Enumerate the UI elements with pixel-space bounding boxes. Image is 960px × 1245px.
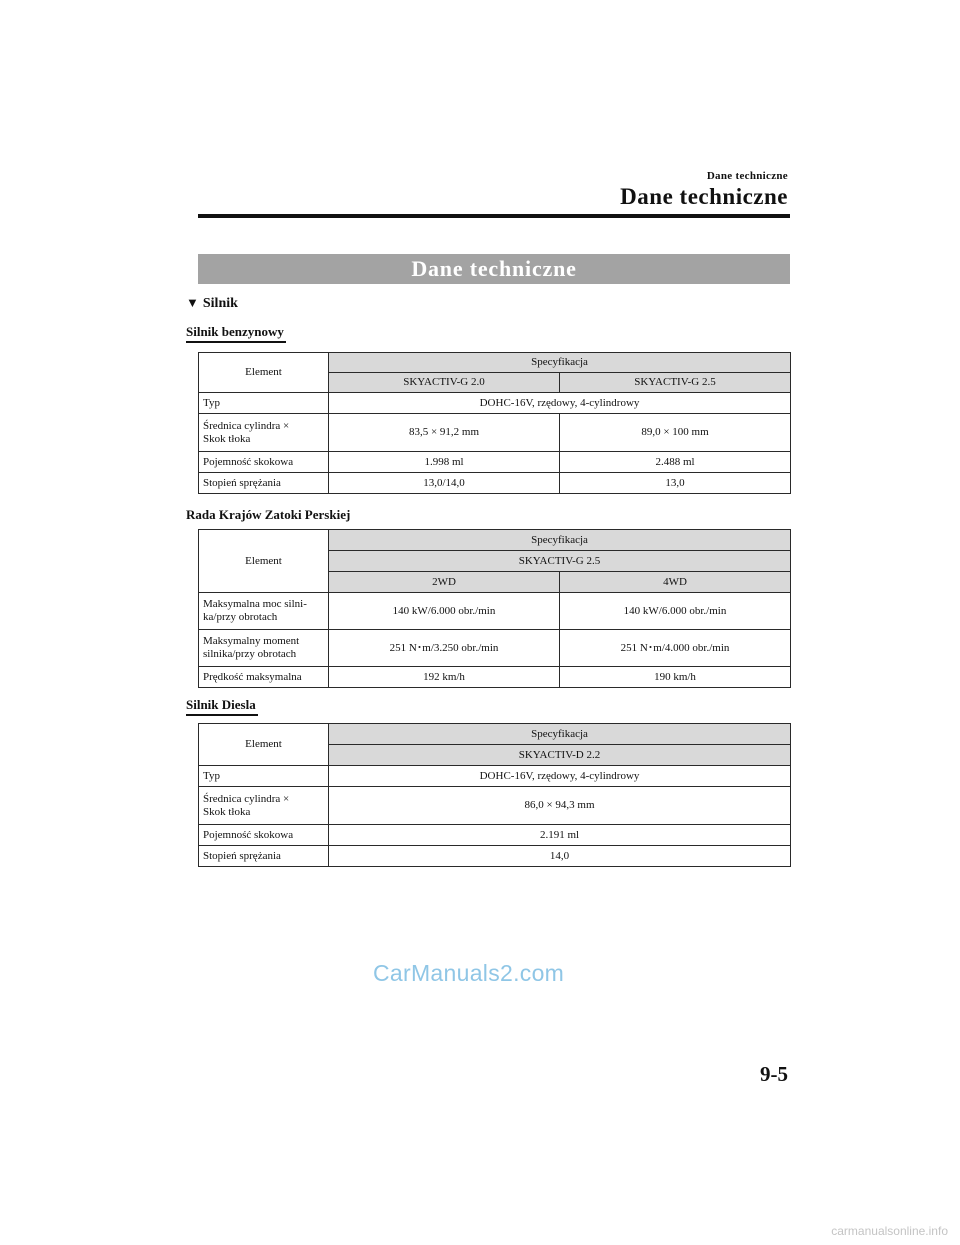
spec-header: Specyfikacja — [329, 353, 791, 373]
diesel-spec-table — [198, 723, 791, 867]
label-line: Maksymalny moment — [203, 635, 300, 647]
row-label: Pojemność skokowa — [199, 825, 329, 846]
row-value: 140 kW/6.000 obr./min — [560, 593, 791, 630]
spec-header: Specyfikacja — [329, 530, 791, 551]
running-header-small: Dane techniczne — [706, 170, 788, 182]
row-value: 86,0 × 94,3 mm — [329, 787, 791, 825]
label-line: Skok tłoka — [203, 432, 251, 445]
row-value: 13,0 — [560, 473, 791, 494]
element-header: Element — [199, 353, 329, 393]
watermark-link[interactable]: CarManuals2.com — [373, 960, 565, 986]
row-value: 190 km/h — [560, 667, 791, 688]
petrol-engine-heading: Silnik benzynowy — [186, 324, 284, 339]
section-heading — [186, 295, 238, 312]
row-value: 83,5 × 91,2 mm — [329, 414, 560, 452]
label-line: Skok tłoka — [203, 805, 251, 818]
row-label: Stopień sprężania — [199, 846, 329, 867]
row-label: Stopień sprężania — [199, 473, 329, 494]
model-header: SKYACTIV-D 2.2 — [329, 745, 791, 766]
element-header: Element — [199, 724, 329, 766]
table-row — [199, 667, 791, 688]
row-label: Prędkość maksymalna — [199, 667, 329, 688]
chapter-banner: Dane techniczne — [198, 254, 790, 284]
label-line: Średnica cylindra × — [203, 792, 290, 805]
row-label — [199, 787, 329, 825]
row-value: 14,0 — [329, 846, 791, 867]
row-label — [199, 593, 329, 630]
spec-header: Specyfikacja — [329, 724, 791, 745]
gcc-heading: Rada Krajów Zatoki Perskiej — [186, 507, 351, 522]
label-line: Maksymalna moc silni- — [203, 598, 307, 610]
table-row — [199, 825, 791, 846]
gcc-spec-table — [198, 529, 791, 688]
row-value: 89,0 × 100 mm — [560, 414, 791, 452]
page-number: 9-5 — [760, 1062, 788, 1086]
table-row — [199, 766, 791, 787]
row-value: 251 N･m/4.000 obr./min — [560, 630, 791, 667]
petrol-spec-table — [198, 352, 791, 494]
row-label — [199, 630, 329, 667]
header-rule — [198, 214, 790, 218]
drive-header: 2WD — [329, 572, 560, 593]
row-value: 2.488 ml — [560, 452, 791, 473]
running-header-large: Dane techniczne — [620, 184, 788, 209]
diesel-engine-heading: Silnik Diesla — [186, 697, 256, 712]
row-value: 140 kW/6.000 obr./min — [329, 593, 560, 630]
table-row — [199, 846, 791, 867]
row-value: 2.191 ml — [329, 825, 791, 846]
model-header: SKYACTIV-G 2.5 — [560, 373, 791, 393]
footer-site-link[interactable]: carmanualsonline.info — [831, 1224, 948, 1238]
table-row — [199, 452, 791, 473]
model-header: SKYACTIV-G 2.0 — [329, 373, 560, 393]
row-value: DOHC-16V, rzędowy, 4-cylindrowy — [329, 766, 791, 787]
table-row — [199, 414, 791, 452]
table-row — [199, 630, 791, 667]
drive-header: 4WD — [560, 572, 791, 593]
row-label: Typ — [199, 766, 329, 787]
row-label — [199, 414, 329, 452]
row-value: DOHC-16V, rzędowy, 4-cylindrowy — [329, 393, 791, 414]
row-value: 251 N･m/3.250 obr./min — [329, 630, 560, 667]
table-row — [199, 787, 791, 825]
model-header: SKYACTIV-G 2.5 — [329, 551, 791, 572]
triangle-marker-icon: ▼ — [186, 295, 199, 310]
table-row — [199, 473, 791, 494]
row-value: 1.998 ml — [329, 452, 560, 473]
row-value: 192 km/h — [329, 667, 560, 688]
row-label: Typ — [199, 393, 329, 414]
element-header: Element — [199, 530, 329, 593]
section-title: Silnik — [202, 296, 238, 311]
table-row — [199, 393, 791, 414]
label-line: ka/przy obrotach — [203, 611, 278, 623]
label-line: Średnica cylindra × — [203, 419, 290, 432]
row-label: Pojemność skokowa — [199, 452, 329, 473]
table-row — [199, 593, 791, 630]
label-line: silnika/przy obrotach — [203, 648, 297, 660]
row-value: 13,0/14,0 — [329, 473, 560, 494]
